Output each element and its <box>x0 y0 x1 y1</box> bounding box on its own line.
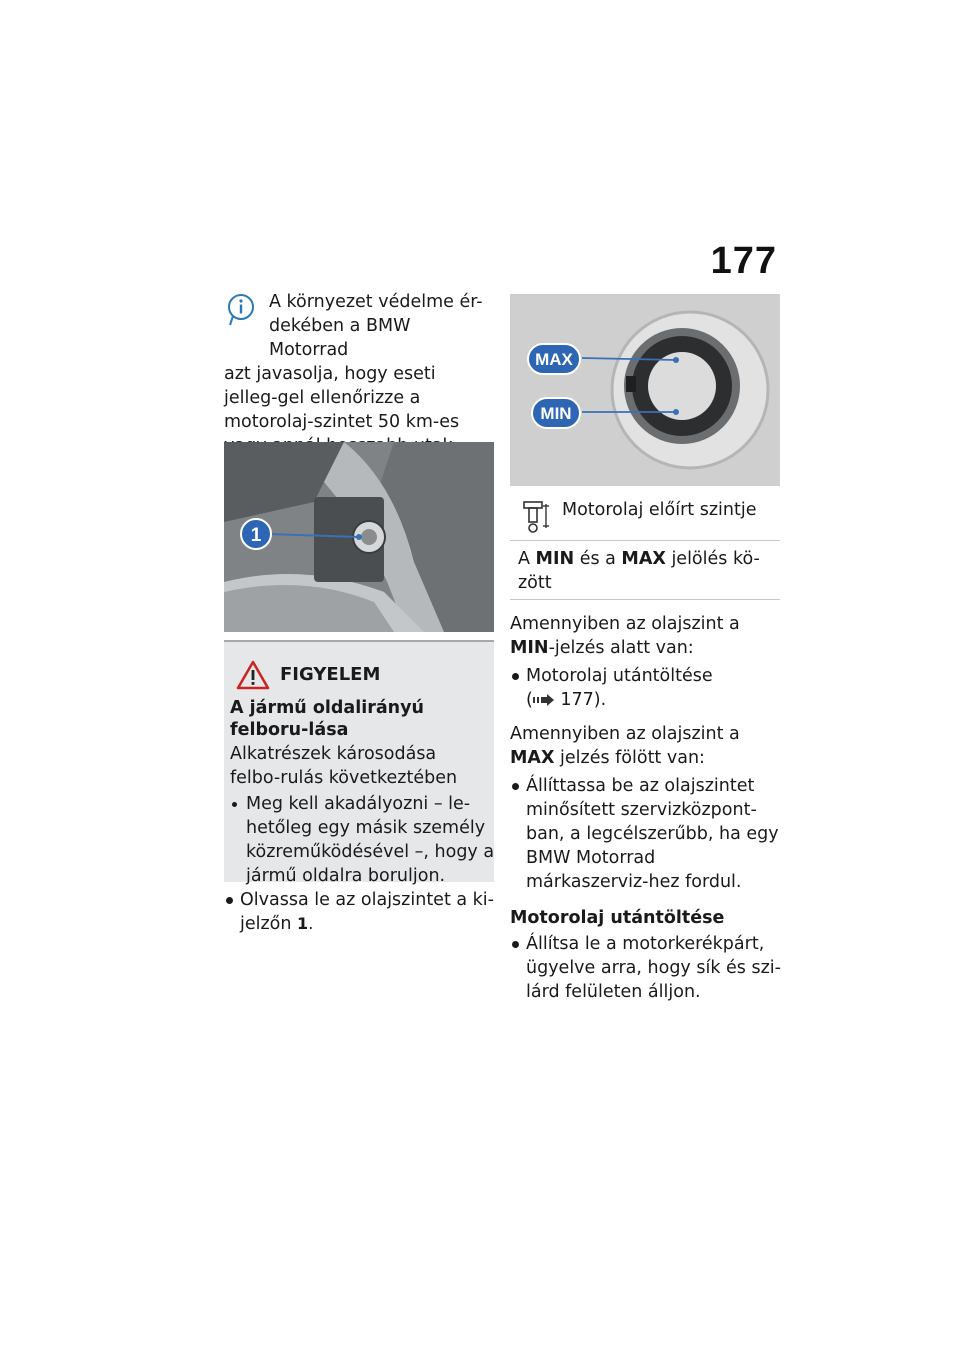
oil-level-icon <box>520 498 554 536</box>
para-max-a: Amennyiben az olajszint a <box>510 724 740 744</box>
para-min-bold: MIN <box>510 638 549 658</box>
legend-row-2 <box>510 541 780 600</box>
warning-box <box>224 642 495 886</box>
bullet-service: Állíttassa be az olajszintet minősített szervizközpont-ban, a legcélszerűbb, ha egy BMW Motorrad márkaszerviz-hez fordul. <box>510 774 782 894</box>
info-line1: A környezet védelme ér- <box>269 292 483 312</box>
warning-bullet: Meg kell akadályozni – le-hetőleg egy másik személy közreműködésével –, hogy a jármű oldalra boruljon. <box>230 792 504 888</box>
callout-1: 1 <box>250 525 262 546</box>
legend-row-1 <box>510 490 780 541</box>
engine-photo <box>224 442 494 632</box>
bullet-park: Állítsa le a motorkerékpárt, ügyelve arra, hogy sík és szi-lárd felületen álljon. <box>510 932 782 1004</box>
legend-row2-c: jelölés kö-zött <box>518 549 760 593</box>
info-rest: azt javasolja, hogy eseti jelleg-gel ellenőrizze a motorolaj-szintet 50 km-es <box>224 364 460 432</box>
info-icon <box>226 292 256 328</box>
max-label: MAX <box>535 350 573 369</box>
para-max-bold: MAX <box>510 748 555 768</box>
bullet-refill-text: Motorolaj utántöltése <box>526 666 713 686</box>
warning-subtitle: A jármű oldalirányú felboru-lása <box>230 698 424 740</box>
read-step-end: . <box>308 914 314 933</box>
warning-title: FIGYELEM <box>280 664 381 685</box>
sight-glass-illustration <box>510 294 780 486</box>
page-number: 177 <box>710 240 777 282</box>
legend-row2-a: A <box>518 549 536 569</box>
sight-glass-photo <box>510 294 780 486</box>
para-max-b: jelzés fölött van: <box>554 748 705 768</box>
legend-row2-max: MAX <box>621 549 666 569</box>
section-title: Motorolaj utántöltése <box>510 908 725 928</box>
legend-row2-b: és a <box>574 549 622 569</box>
bullet-refill <box>510 664 782 712</box>
read-step-ref: 1 <box>297 914 309 933</box>
read-step-text: Olvassa le az olajszintet a ki-jelzőn <box>240 890 494 934</box>
warning-triangle-icon <box>236 660 270 690</box>
para-max <box>510 722 782 770</box>
bullet-refill-ref[interactable] <box>526 688 782 712</box>
info-line2: dekében a BMW Motorrad <box>269 316 411 360</box>
warning-body: Alkatrészek károsodása felbo-rulás következtében <box>230 744 458 788</box>
legend-row1-text: Motorolaj előírt szintje <box>562 500 757 520</box>
page-ref-arrow-icon <box>533 693 555 707</box>
ref-open-paren: ( <box>526 690 533 710</box>
para-min-a: Amennyiben az olajszint a <box>510 614 740 634</box>
right-body <box>510 612 782 1008</box>
legend-table <box>510 490 780 600</box>
read-step <box>224 888 510 936</box>
para-min <box>510 612 782 660</box>
engine-illustration <box>224 442 494 632</box>
ref-page: 177). <box>560 690 607 710</box>
para-min-b: -jelzés alatt van: <box>548 638 694 658</box>
legend-row2-min: MIN <box>535 549 575 569</box>
min-label: MIN <box>540 404 572 423</box>
